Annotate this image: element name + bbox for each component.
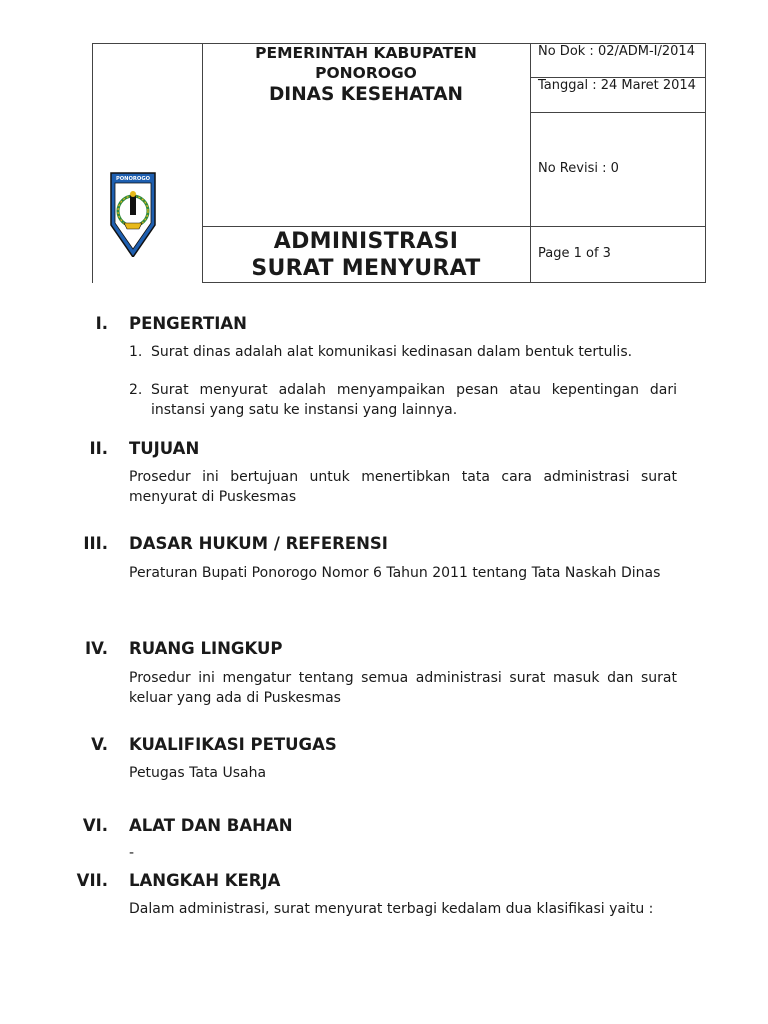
table-border-left [92, 43, 93, 283]
section-title: TUJUAN [129, 439, 200, 458]
doc-date: Tanggal : 24 Maret 2014 [538, 78, 696, 93]
section-number: II. [89, 439, 108, 458]
page-indicator: Page 1 of 3 [538, 246, 611, 261]
table-row-divider-title [202, 226, 706, 227]
section-title: ALAT DAN BAHAN [129, 816, 293, 835]
section-title: RUANG LINGKUP [129, 639, 283, 658]
list-item-text: Surat menyurat adalah menyampaikan pesan atau kepentingan dari instansi yang satu ke instansi yang lainnya. [151, 382, 677, 418]
section-title: DASAR HUKUM / REFERENSI [129, 534, 388, 553]
list-item [129, 343, 677, 363]
section-number: IV. [84, 639, 108, 658]
section-title: KUALIFIKASI PETUGAS [129, 735, 337, 754]
org-name-line-1: PEMERINTAH KABUPATEN [255, 44, 477, 62]
list-item [129, 381, 677, 420]
section-number: V. [91, 735, 108, 754]
section-body: Petugas Tata Usaha [129, 765, 267, 781]
table-border-bottom [202, 282, 706, 283]
table-border-right [705, 43, 706, 283]
org-department: DINAS KESEHATAN [268, 84, 464, 105]
section-number: VII. [76, 871, 108, 890]
section-title: LANGKAH KERJA [129, 871, 281, 890]
logo-text: PONOROGO [115, 176, 151, 182]
section-body: - [129, 845, 135, 861]
table-row-divider-2 [530, 112, 706, 113]
document-title-line-2: SURAT MENYURAT [251, 256, 481, 281]
org-name-line-2: PONOROGO [315, 64, 417, 82]
document-title [202, 228, 530, 282]
list-item-number: 2. [129, 382, 143, 398]
section-body: Prosedur ini bertujuan untuk menertibkan tata cara administrasi surat menyurat di Puskesmas [129, 469, 677, 505]
list-item-number: 1. [129, 344, 143, 360]
document-title-line-1: ADMINISTRASI [273, 229, 459, 254]
section-body: Dalam administrasi, surat menyurat terbagi kedalam dua klasifikasi yaitu : [129, 901, 654, 917]
ponorogo-logo [108, 167, 158, 257]
section-body: Peraturan Bupati Ponorogo Nomor 6 Tahun 2011 tentang Tata Naskah Dinas [129, 565, 661, 581]
section-number: I. [95, 314, 108, 333]
section-title: PENGERTIAN [129, 314, 247, 333]
list-item-text: Surat dinas adalah alat komunikasi kedinasan dalam bentuk tertulis. [151, 344, 633, 360]
section-body: Prosedur ini mengatur tentang semua administrasi surat masuk dan surat keluar yang ada di Puskesmas [129, 670, 677, 706]
revision-number: No Revisi : 0 [538, 161, 619, 176]
document-header-table [92, 43, 706, 283]
section-number: VI. [82, 816, 108, 835]
doc-number: No Dok : 02/ADM-I/2014 [538, 44, 695, 59]
section-number: III. [83, 534, 108, 553]
table-divider-2 [530, 43, 531, 283]
